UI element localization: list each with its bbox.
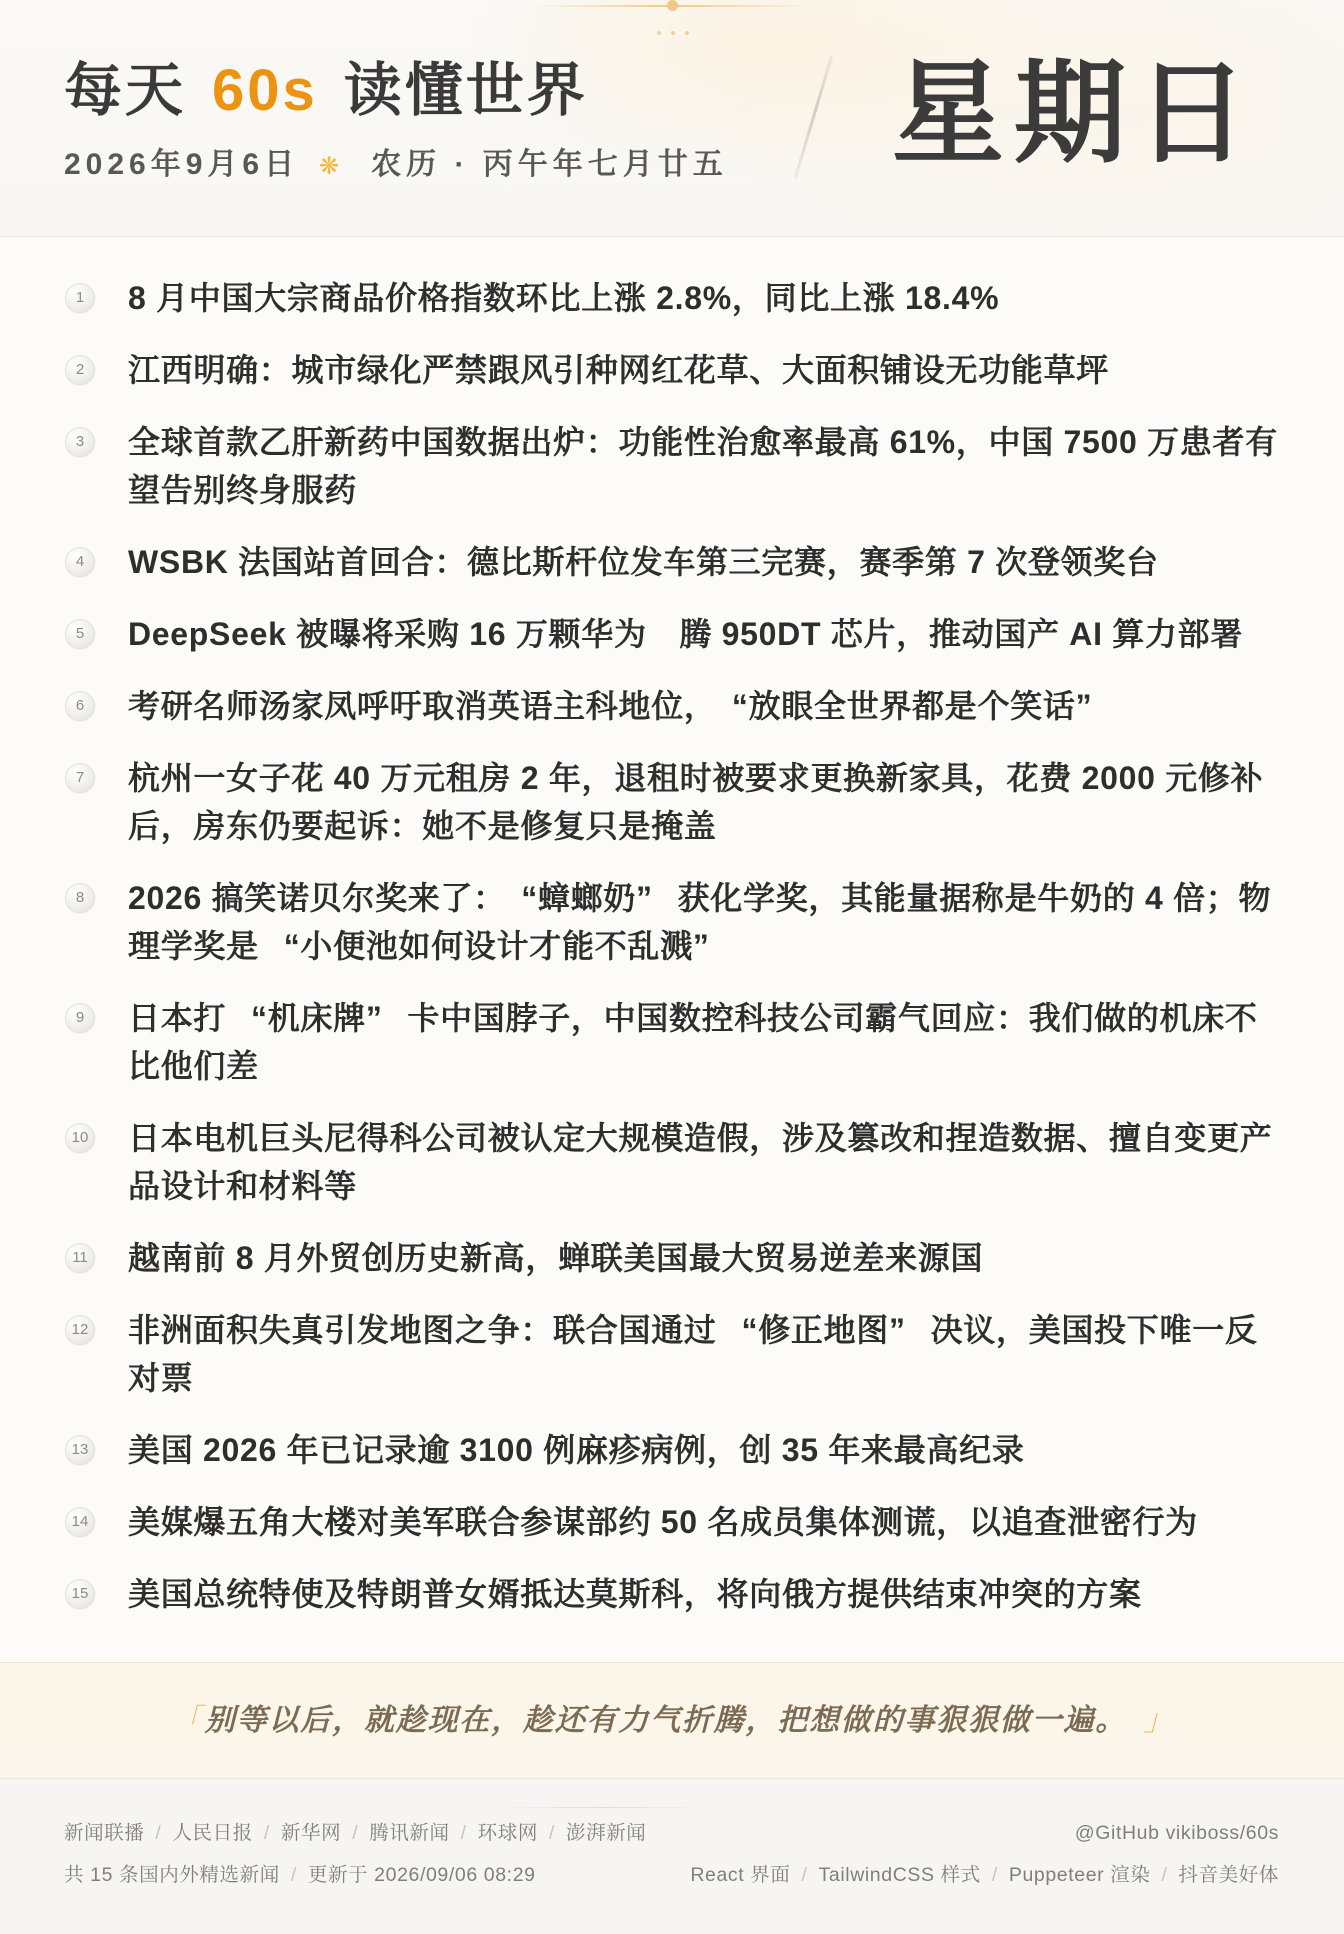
github-credit: @GitHub vikiboss/60s — [1074, 1822, 1279, 1844]
footer-divider — [493, 1807, 709, 1808]
news-index-badge: 3 — [65, 427, 95, 457]
date-line — [64, 145, 728, 185]
news-headline: 考研名师汤家凤呼吁取消英语主科地位， “放眼全世界都是个笑话” — [128, 682, 1284, 730]
close-quote-mark: ” — [1075, 688, 1093, 724]
quote-close-bracket — [1143, 1699, 1173, 1743]
news-headline: 8 月中国大宗商品价格指数环比上涨 2.8%，同比上涨 18.4% — [128, 280, 1000, 316]
close-quote-mark: ” — [692, 928, 710, 964]
credit-item: / TailwindCSS 样式 — [791, 1861, 981, 1889]
news-index-badge: 6 — [65, 691, 95, 721]
footer — [0, 1779, 1344, 1934]
open-quote-mark: “ — [283, 928, 301, 964]
source-item: / 新华网 — [253, 1819, 341, 1847]
news-headline: 全球首款乙肝新药中国数据出炉：功能性治愈率最高 61%，中国 7500 万患者有望告别终身服药 — [128, 424, 1278, 508]
credit-item: React 界面 — [690, 1864, 791, 1886]
close-quote-mark: ” — [636, 880, 653, 916]
news-index-badge: 15 — [65, 1579, 95, 1609]
news-item — [65, 1306, 1344, 1402]
news-index-badge: 7 — [65, 763, 95, 793]
news-item — [65, 682, 1344, 730]
news-index-badge: 12 — [65, 1315, 95, 1345]
news-meta — [64, 1861, 536, 1889]
open-quote-mark: “ — [731, 688, 749, 724]
top-ornament-dot — [667, 0, 678, 11]
news-headline: DeepSeek 被曝将采购 16 万颗华为 腾 950DT 芯片，推动国产 AI 算力部署 — [128, 616, 1244, 652]
news-item — [65, 1426, 1344, 1474]
close-quote-mark: ” — [365, 1000, 383, 1036]
news-headline: 美国 2026 年已记录逾 3100 例麻疹病例，创 35 年来最高纪录 — [128, 1432, 1025, 1468]
news-item — [65, 754, 1344, 850]
credit-item: / Puppeteer 渲染 — [981, 1861, 1151, 1889]
tech-credits — [690, 1861, 1279, 1889]
news-list — [0, 237, 1344, 1662]
lunar-date: 农历 · 丙午年七月廿五 — [371, 148, 728, 181]
open-quote-mark: “ — [741, 1312, 759, 1348]
news-headline: 日本打 “机床牌” 卡中国脖子，中国数控科技公司霸气回应：我们做的机床不比他们差 — [128, 994, 1284, 1090]
news-item — [65, 994, 1344, 1090]
credit-item: / 抖音美好体 — [1150, 1861, 1279, 1889]
open-quote-mark: “ — [521, 880, 538, 916]
page-title — [64, 60, 588, 122]
news-index-badge: 4 — [65, 547, 95, 577]
open-quote-mark: “ — [251, 1000, 268, 1036]
news-item — [65, 610, 1344, 658]
news-headline: 美国总统特使及特朗普女婿抵达莫斯科，将向俄方提供结束冲突的方案 — [128, 1576, 1142, 1612]
news-index-badge: 14 — [65, 1507, 95, 1537]
news-headline: 非洲面积失真引发地图之争：联合国通过 “修正地图” 决议，美国投下唯一反对票 — [128, 1306, 1284, 1402]
news-item — [65, 1114, 1344, 1210]
news-headline: 江西明确：城市绿化严禁跟风引种网红花草、大面积铺设无功能草坪 — [128, 352, 1110, 388]
news-count: 共 15 条国内外精选新闻 — [64, 1864, 280, 1886]
quote-banner — [0, 1662, 1344, 1779]
close-quote-mark: ” — [889, 1312, 906, 1348]
news-item — [65, 274, 1344, 322]
news-item — [65, 1234, 1344, 1282]
news-headline: 越南前 8 月外贸创历史新高，蝉联美国最大贸易逆差来源国 — [128, 1240, 984, 1276]
title-highlight: 60s — [212, 58, 318, 123]
news-index-badge: 9 — [65, 1003, 95, 1033]
quote-text: 别等以后，就趁现在，趁还有力气折腾，把想做的事狠狠做一遍。 — [204, 1703, 1128, 1737]
news-index-badge: 1 — [65, 283, 95, 313]
update-time: / 更新于 2026/09/06 08:29 — [280, 1861, 536, 1889]
source-item: / 澎湃新闻 — [538, 1819, 646, 1847]
news-headline: 日本电机巨头尼得科公司被认定大规模造假，涉及篡改和捏造数据、擅自变更产品设计和材料等 — [128, 1120, 1273, 1204]
footer-row-sources — [64, 1819, 1279, 1847]
header-divider — [793, 54, 833, 179]
weekday: 星期日 — [892, 51, 1258, 176]
news-headline: 2026 搞笑诺贝尔奖来了： “蟑螂奶” 获化学奖，其能量据称是牛奶的 4 倍；物理学奖是 “小便池如何设计才能不乱溅” — [128, 874, 1284, 970]
daily-quote — [171, 1699, 1173, 1743]
news-item — [65, 874, 1344, 970]
news-item — [65, 418, 1344, 514]
news-item — [65, 346, 1344, 394]
source-item: / 腾讯新闻 — [341, 1819, 449, 1847]
header — [0, 0, 1344, 237]
news-index-badge: 8 — [65, 883, 95, 913]
title-suffix: 读懂世界 — [343, 58, 588, 123]
top-ornament-dots — [657, 31, 689, 35]
gregorian-date: 2026年9月6日 — [64, 148, 300, 181]
news-index-badge: 5 — [65, 619, 95, 649]
news-headline: 美媒爆五角大楼对美军联合参谋部约 50 名成员集体测谎，以追查泄密行为 — [128, 1504, 1198, 1540]
source-item: / 环球网 — [450, 1819, 538, 1847]
news-sources — [64, 1819, 646, 1847]
news-index-badge: 11 — [65, 1243, 95, 1273]
news-item — [65, 538, 1344, 586]
source-item: 新闻联播 — [64, 1822, 145, 1844]
news-index-badge: 10 — [65, 1123, 95, 1153]
news-item — [65, 1498, 1344, 1546]
news-headline: WSBK 法国站首回合：德比斯杆位发车第三完赛，赛季第 7 次登领奖台 — [128, 544, 1159, 580]
title-prefix: 每天 — [64, 58, 187, 123]
source-item: / 人民日报 — [144, 1819, 252, 1847]
news-headline: 杭州一女子花 40 万元租房 2 年，退租时被要求更换新家具，花费 2000 元修补后，房东仍要起诉：她不是修复只是掩盖 — [128, 760, 1264, 844]
footer-row-meta — [64, 1861, 1279, 1889]
quote-open-bracket — [171, 1699, 201, 1743]
news-item — [65, 1570, 1344, 1618]
sparkle-icon — [317, 145, 341, 186]
news-index-badge: 13 — [65, 1435, 95, 1465]
news-index-badge: 2 — [65, 355, 95, 385]
